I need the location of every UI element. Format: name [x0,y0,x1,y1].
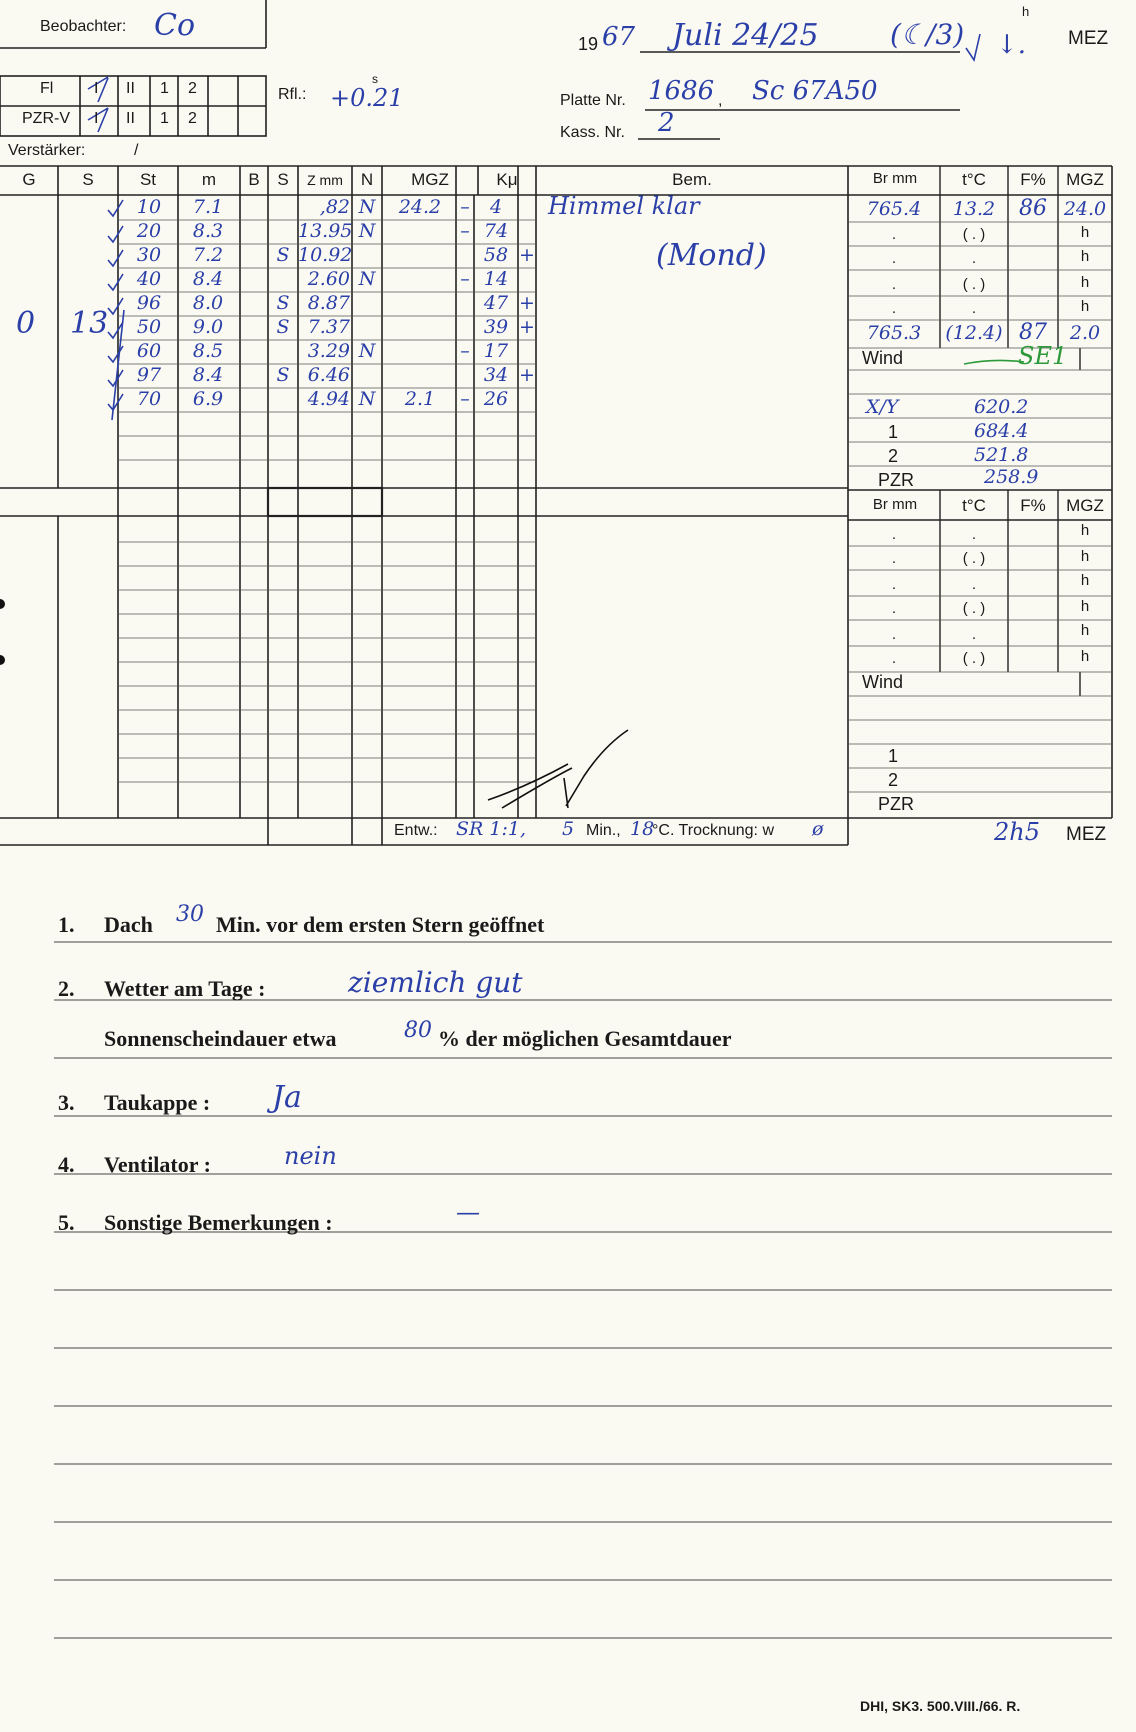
ra-value: +0.21 [330,84,404,112]
w1-t: . [971,300,977,317]
row-st: 10 [136,196,162,218]
row-m: 8.5 [192,340,224,362]
year-prefix: 19 [578,34,599,54]
note-2-num: 2. [58,976,75,1001]
year-suffix: 67 [602,22,636,52]
row-bem: Himmel klar [548,192,700,220]
w1-r1-value: 684.4 [974,420,1029,442]
row-m: 6.9 [192,388,224,410]
end-tz: MEZ [1066,824,1107,845]
col-header-z: Z mm [307,172,343,188]
plate-label: Platte Nr. [560,92,626,109]
row-k: 47 [483,292,509,314]
note-5-label: Sonstige Bemerkungen : [104,1210,333,1235]
row-k: 39 [483,316,509,338]
row-n: N [358,220,376,242]
w1-header-br: Br mm [872,170,918,187]
row-m: 8.3 [192,220,224,242]
row-z: 4.94 [307,388,350,410]
col-header-bem: Bem. [672,170,712,189]
w1-pzr-label: PZR [878,470,914,490]
pzr-cell-2: II [126,110,135,127]
w2-mgz: h [1080,572,1090,589]
w1-mgz: h [1080,248,1090,265]
row-n: N [358,388,376,410]
note-2b-a: Sonnenscheindauer etwa [104,1026,337,1051]
w1-t: 13.2 [952,198,996,220]
row-k-plus: + [519,292,535,314]
row-m: 8.4 [192,364,224,386]
observer-label: Beobachter: [40,18,127,35]
note-1-value: 30 [176,902,204,927]
row-mgz: 24.2 [398,196,442,218]
col-header-st: St [139,170,157,189]
plate-sep: , [718,92,723,109]
w2-mgz: h [1080,548,1090,565]
note-3-num: 3. [58,1090,75,1115]
fl-cell-4: 2 [188,80,197,97]
row-k: 14 [483,268,509,290]
row-k: 74 [483,220,509,242]
row-k-sign: – [460,196,470,218]
w1-f: 87 [1019,320,1047,345]
row-z: 6.46 [307,364,350,386]
plate-code: Sc 67A50 [752,76,878,106]
w2-t: . [971,576,977,593]
w2-mgz: h [1080,622,1090,639]
note-2b-value: 80 [404,1018,432,1043]
fl-cell-3: 1 [160,80,169,97]
col-header-mgz: MGZ [411,170,449,189]
w1-header-mgz: MGZ [1066,170,1104,189]
ra-label: Rfl.: [278,86,307,103]
w2-mgz: h [1080,522,1090,539]
w1-r1-label: 1 [888,422,899,442]
pzr-cell-3: 1 [160,110,169,127]
row-s: S [276,316,290,338]
date-value: Juli 24/25 [672,18,819,53]
w1-t: ( . ) [962,276,986,293]
w1-mgz: h [1080,224,1090,241]
w2-t: . [971,626,977,643]
row-k-plus: + [519,364,535,386]
row-k: 34 [483,364,509,386]
pzr-cell-1: I [94,110,99,127]
plate-value: 1686 [648,76,715,106]
entw-temp-value: 18 [630,818,655,840]
entw-min-value: 5 [562,818,575,840]
w1-br: . [891,250,897,267]
row-z: 2.60 [307,268,350,290]
row-st: 20 [136,220,162,242]
entw-min-label: Min., [586,822,621,839]
col-header-b: B [248,170,260,189]
row-m: 9.0 [192,316,224,338]
w2-t: ( . ) [962,650,986,667]
col-header-s2: S [277,170,289,189]
row-z: 8.87 [307,292,350,314]
row-s: S [276,364,290,386]
col-header-s: S [82,170,94,189]
w1-xy-label: X/Y [866,396,899,418]
row-s: S [276,292,290,314]
col-header-g: G [22,170,36,189]
row-m: 8.0 [192,292,224,314]
row-st: 40 [136,268,162,290]
note-3-value: Ja [272,1080,302,1115]
fl-label: Fl [40,80,54,97]
w1-mgz: h [1080,274,1090,291]
row-z: 10.92 [298,244,353,266]
note-1-a: Dach [104,912,153,937]
note-1-b: Min. vor dem ersten Stern geöffnet [216,912,545,937]
row-st: 50 [136,316,162,338]
verst-label: Verstärker: [8,142,86,159]
note-1-num: 1. [58,912,75,937]
w1-wind-label: Wind [862,348,904,368]
row-st: 60 [136,340,162,362]
w1-br: . [891,226,897,243]
s-value: 13 [70,306,109,341]
w1-r2-value: 521.8 [974,444,1029,466]
hour-mark: ↓. [996,30,1027,60]
w2-pzr-label: PZR [878,794,914,814]
form-code: DHI, SK3. 500.VIII./66. R. [860,1698,1021,1714]
fl-cell-2: II [126,80,135,97]
w2-header-mgz: MGZ [1066,496,1104,515]
w1-t: (12.4) [945,322,1003,344]
entw-temp-label: °C. Trocknung: w [652,822,774,839]
row-k-sign: – [460,220,470,242]
col-header-kmu: Kμ [496,170,518,189]
end-time: 2h5 [994,818,1040,846]
timezone: MEZ [1068,28,1109,49]
row-st: 30 [136,244,162,266]
w2-br: . [891,650,897,667]
note-5-num: 5. [58,1210,75,1235]
col-header-m: m [201,170,217,189]
row-z: 3.29 [307,340,350,362]
w1-header-f: F% [1020,170,1046,189]
entw-trock-value: ø [812,818,824,840]
note-2-label: Wetter am Tage : [104,976,266,1001]
w1-mgz: 24.0 [1063,198,1107,220]
pzr-cell-4: 2 [188,110,197,127]
row-st: 70 [136,388,162,410]
w2-header-br: Br mm [872,496,918,513]
row-st: 96 [136,292,162,314]
w1-mgz: h [1080,298,1090,315]
w1-br: . [891,276,897,293]
row-k-sign: – [460,340,470,362]
entw-value: SR 1:1, [456,818,526,840]
row-k: 4 [489,196,503,218]
moon-phase: (☾/3) [890,18,965,51]
observer-value: Co [154,8,196,43]
row-z: ,82 [319,196,350,218]
row-k: 58 [483,244,509,266]
entw-label: Entw.: [394,822,438,839]
row-k-plus: + [519,316,535,338]
col-header-n: N [360,170,374,189]
w1-mgz: 2.0 [1069,322,1101,344]
g-value: 0 [16,306,36,341]
w1-t: . [971,250,977,267]
w2-r1-label: 1 [888,746,899,766]
row-n: N [358,268,376,290]
w1-r2-label: 2 [888,446,899,466]
w1-t: ( . ) [962,226,986,243]
w2-r2-label: 2 [888,770,899,790]
w1-br: . [891,300,897,317]
w2-br: . [891,550,897,567]
pzr-label: PZR-V [22,110,70,127]
w1-header-t: t°C [962,170,986,189]
row-k-plus: + [519,244,535,266]
w2-br: . [891,576,897,593]
verst-value: / [134,142,139,159]
note-2-value: ziemlich gut [348,966,523,999]
row-k: 26 [483,388,509,410]
w2-mgz: h [1080,648,1090,665]
note-4-label: Ventilator : [104,1152,211,1177]
hour-sup: h [1022,4,1030,19]
note-2b-b: % der möglichen Gesamtdauer [438,1026,732,1051]
w2-t: . [971,526,977,543]
w2-t: ( . ) [962,600,986,617]
w2-wind-label: Wind [862,672,904,692]
row-k-sign: – [460,388,470,410]
note-5-value: — [456,1198,480,1226]
w2-mgz: h [1080,598,1090,615]
row-n: N [358,196,376,218]
row-n: N [358,340,376,362]
w1-xy-value: 620.2 [974,396,1029,418]
row-s: S [276,244,290,266]
row-z: 7.37 [307,316,350,338]
w2-header-t: t°C [962,496,986,515]
w2-t: ( . ) [962,550,986,567]
w2-br: . [891,626,897,643]
row-m: 7.2 [192,244,224,266]
row-z: 13.95 [298,220,353,242]
note-3-label: Taukappe : [104,1090,211,1115]
kass-label: Kass. Nr. [560,124,625,141]
row-m: 7.1 [192,196,224,218]
row-k-sign: – [460,268,470,290]
row-k: 17 [483,340,509,362]
w1-f: 86 [1019,196,1047,221]
row-m: 8.4 [192,268,224,290]
w2-br: . [891,600,897,617]
w2-br: . [891,526,897,543]
w1-br: 765.3 [866,322,922,344]
row-mgz: 2.1 [404,388,436,410]
row-st: 97 [136,364,162,386]
note-4-num: 4. [58,1152,75,1177]
w1-wind-value: SE1 [1018,342,1068,370]
w1-br: 765.4 [866,198,922,220]
row-bem: (Mond) [656,238,767,273]
w2-header-f: F% [1020,496,1046,515]
note-4-value: nein [284,1142,337,1170]
fl-cell-1: I [94,80,99,97]
kass-value: 2 [658,108,675,138]
ra-sup: s [372,72,378,86]
w1-pzr-value: 258.9 [984,466,1039,488]
